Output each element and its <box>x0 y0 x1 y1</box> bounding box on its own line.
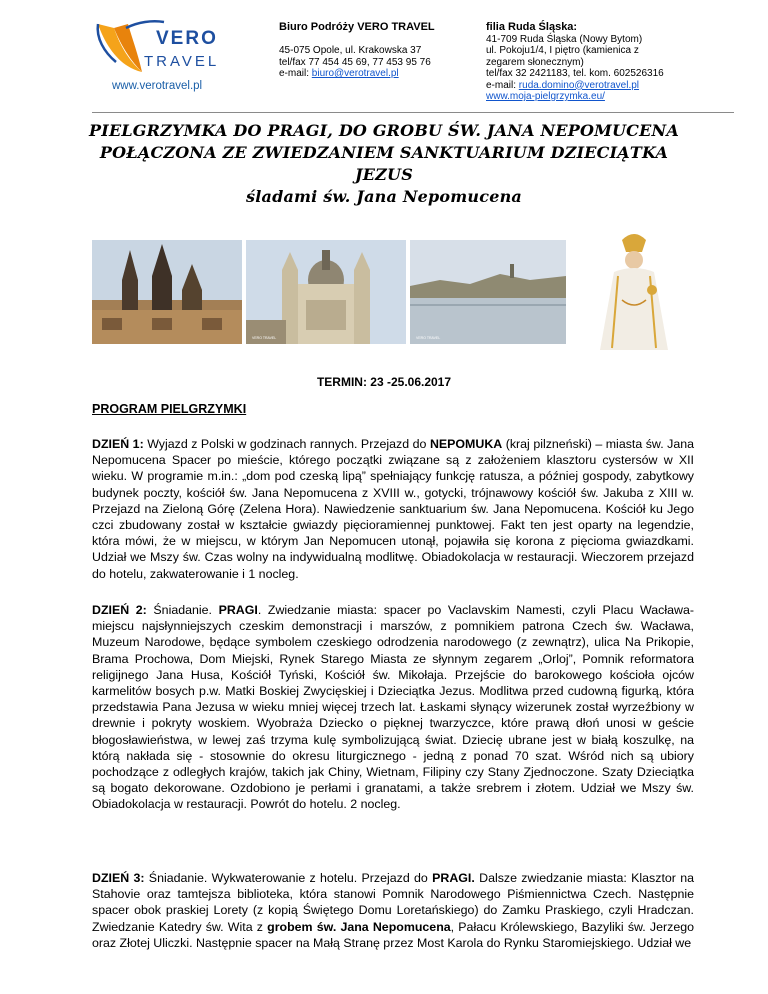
main-office-email-link[interactable]: biuro@verotravel.pl <box>311 68 399 79</box>
day-1-label: DZIEŃ 1: <box>92 437 144 451</box>
branch-address-line2: ul. Pokoju1/4, I piętro (kamienica z <box>486 45 639 56</box>
website-link[interactable]: www.verotravel.pl <box>112 80 203 92</box>
day-1-text-b: (kraj pilzneński) – miasta św. Jana Nepomucena Spacer po mieście, którego początki związane są z założeniem klasztoru cystersów w XII wieku. W programie m.in.: „dom pod czeską lipą” spełniający funkcję ratusza, a później gospody, zabytkowy budynek poczty, kościół św. Jana Nepomucena z XVIII w., gotycki, trójnawowy kościół św. Jakuba z XIII w. Przejazd na Zieloną Górę (Zelena Hora). Nawiedzenie sanktuarium św. Jana Nepomucena. Kościół ku Jego czci zbudowany został w kształcie gwiazdy pięcioramiennej punktowej. Fakt ten jest oparty na legendzie, która mówi, że w miejscu, w którym Jan Nepomucen utonął, pojawiła się korona z pięcioma gwiazdkami. Udział we Mszy św. Czas wolny na indywidualną modlitwę. Obiadokolacja w restauracji. Wieczorem przejazd do hotelu, zakwaterowanie i 1 nocleg. <box>92 437 695 581</box>
branch-office-info <box>486 22 736 103</box>
main-office-email-label: e-mail: <box>279 68 312 79</box>
branch-telfax: tel/fax 32 2421183, tel. kom. 602526316 <box>486 68 664 79</box>
day-2-text-a: Śniadanie. <box>146 603 219 617</box>
logo-text-vero: VERO <box>156 28 218 49</box>
photo-watermark: VERO TRAVEL <box>416 336 441 340</box>
main-office-telfax: tel/fax 77 454 45 69, 77 453 95 76 <box>279 56 431 68</box>
day-3-place: PRAGI. <box>432 871 475 885</box>
day-1-place: NEPOMUKA <box>429 437 503 451</box>
day-2-text-b: . Zwiedzanie miasta: spacer po Vaclavskim Namesti, czyli Placu Wacława- miejscu najsłynniejszych czeskim demonstracji i marszów, z pomnikiem patrona Czech św. Wacława, Muzeum Narodowe, będące symbolem czeskiego odrodzenia narodowego (z zewnątrz), ulica Na Prikopie, Brama Prochowa, Dom Miejski, Rynek Starego Miasta ze słynnym zegarem „Orloj”, Pomnik reformatora religijnego Jana Husa, Kościół Tyński, Kościół św. Mikołaja. Przejście do barokowego kościoła ojców karmelitów bosych p.w. Matki Boskiej Zwycięskiej i Dzieciątka Jezus. Modlitwa przed cudowną figurką, która przedstawia Pana Jezusa w wieku mniej więcej trzech lat. Łaskami słynący wizerunek został wyrzeźbiony w drewnie i pokryty woskiem. Wyobraża Dziecko o pięknej twarzyczce, które prawą dłoń unosi w geście błogosławieństwa, w lewej zaś trzyma kulę symbolizującą świat. Dziecię ubrane jest w białą koszulkę, na którą nakłada się - stosownie do okresu liturgicznego - jedną z ponad 70 szat. Wśród nich są ubiory pochodzące z odległych krajów, takich jak Chiny, Wietnam, Filipiny czy Stany Zjednoczone. Szaty Dzieciątka są bogato dekorowane. Ozdobiono je perłami i granatami, a także srebrem i złotem. Udział we Mszy św. Obiadokolacja w restauracji. Powrót do hotelu. 2 nocleg. <box>92 603 694 812</box>
photo-infant-jesus-prague <box>582 230 687 355</box>
day-3-highlight: grobem św. Jana Nepomucena <box>267 919 451 934</box>
main-office-address: 45-075 Opole, ul. Krakowska 37 <box>279 45 422 56</box>
day-3-label: DZIEŃ 3: <box>92 871 145 885</box>
subtitle: śladami św. Jana Nepomucena <box>246 187 522 206</box>
day-3-description <box>92 870 694 951</box>
trip-dates: TERMIN: 23 -25.06.2017 <box>316 375 452 389</box>
logo-text-travel: TRAVEL <box>144 53 220 70</box>
day-3-text-c: , Pałacu Królewskiego, Bazyliki św. Jerzego oraz Złotej Uliczki. Następnie spacer na Małą Stranę przez Most Karola do Rynku Staromiejskiego. Udział we <box>92 919 694 950</box>
header-divider <box>92 112 734 113</box>
day-3-text-b: Dalsze zwiedzanie miasta: Klasztor na Stahovie oraz tamtejsza biblioteka, która stanowi Pomnik Narodowego Piśmiennictwa Czech. Następnie spacer obok praskiej Lorety (z kopią Świętego Domu Loretańskiego) do Zamku Praskiego, czyli Hradczan. Zwiedzanie Katedry św. Wita z <box>92 871 694 934</box>
day-2-place: PRAGI <box>218 603 258 617</box>
main-office-info <box>279 22 479 80</box>
day-1-text-a: Wyjazd z Polski w godzinach rannych. Przejazd do <box>143 437 430 451</box>
day-2-description <box>92 602 694 813</box>
photo-prague-st-nicholas <box>246 240 406 344</box>
branch-email-link[interactable]: ruda.domino@verotravel.pl <box>518 79 640 91</box>
logo-swoosh-icon <box>92 18 242 80</box>
title-line-3: JEZUS <box>355 165 413 184</box>
day-2-label: DZIEŃ 2: <box>92 603 147 617</box>
branch-website-link[interactable]: www.moja-pielgrzymka.eu/ <box>486 91 605 102</box>
program-heading: PROGRAM PIELGRZYMKI <box>92 402 247 416</box>
photo-watermark: VERO TRAVEL <box>252 336 277 340</box>
main-office-name: Biuro Podróży VERO TRAVEL <box>279 21 435 33</box>
branch-address-line3: zegarem słonecznym) <box>486 56 584 68</box>
photo-prague-tyn-church <box>92 240 242 344</box>
branch-email-label: e-mail: <box>486 79 519 91</box>
day-3-text-a: Śniadanie. Wykwaterowanie z hotelu. Przejazd do <box>144 871 433 885</box>
day-1-description <box>92 436 694 582</box>
photo-prague-river-castle <box>410 240 566 344</box>
title-line-1: PIELGRZYMKA DO PRAGI, DO GROBU ŚW. JANA NEPOMUCENA <box>89 121 679 140</box>
branch-office-name: filia Ruda Śląska: <box>486 21 578 33</box>
branch-address-line1: 41-709 Ruda Śląska (Nowy Bytom) <box>486 33 643 45</box>
title-line-2: POŁĄCZONA ZE ZWIEDZANIEM SANKTUARIUM DZIECIĄTKA <box>99 143 669 162</box>
